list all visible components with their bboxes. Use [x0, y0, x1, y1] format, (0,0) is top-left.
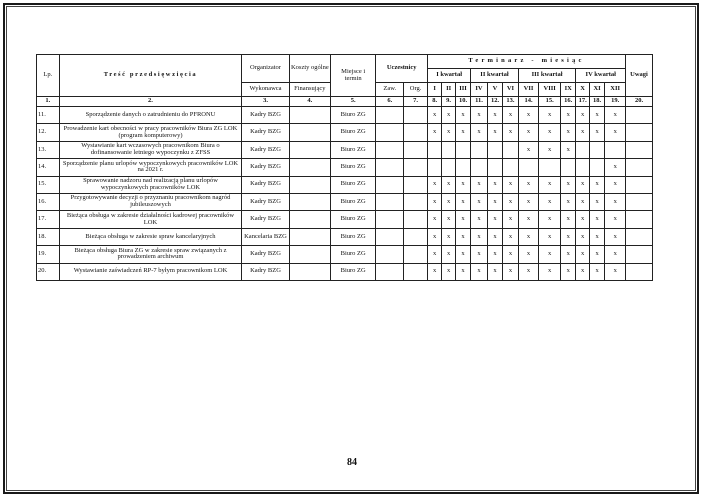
header-quarter-3: III kwartał: [518, 69, 576, 83]
column-number: 12.: [487, 97, 502, 107]
header-month: V: [487, 83, 502, 97]
row-finansujacy: [289, 193, 330, 210]
column-number: 7.: [404, 97, 428, 107]
month-mark: x: [539, 211, 561, 228]
month-mark: x: [539, 263, 561, 280]
row-org: [404, 159, 428, 176]
month-mark: [576, 159, 589, 176]
row-wykonawca: Kadry BZG: [242, 141, 289, 158]
month-mark: x: [471, 228, 488, 245]
header-zaw: Zaw.: [376, 83, 404, 97]
row-tresc: Wystawianie zaświadczeń RP-7 byłym pracownikom LOK: [59, 263, 242, 280]
column-number: 9.: [442, 97, 455, 107]
month-mark: [427, 159, 441, 176]
column-number: 6.: [376, 97, 404, 107]
table-row: [37, 211, 653, 228]
row-zaw: [376, 159, 404, 176]
header-quarter-1: I kwartał: [427, 69, 470, 83]
row-lp: 14.: [37, 159, 60, 176]
row-uwagi: [626, 263, 653, 280]
row-lp: 11.: [37, 107, 60, 124]
month-mark: x: [471, 107, 488, 124]
table-row: [37, 107, 653, 124]
header-month: X: [576, 83, 589, 97]
row-finansujacy: [289, 263, 330, 280]
column-number: 2.: [59, 97, 242, 107]
month-mark: x: [560, 176, 575, 193]
month-mark: x: [427, 176, 441, 193]
month-mark: x: [427, 124, 441, 141]
month-mark: [442, 159, 455, 176]
month-mark: x: [560, 246, 575, 263]
row-tresc: Bieżąca obsługa w zakresie działalności kadrowej pracowników LOK: [59, 211, 242, 228]
header-month: XII: [605, 83, 626, 97]
column-number: 11.: [471, 97, 488, 107]
month-mark: [487, 141, 502, 158]
column-number: 10.: [455, 97, 470, 107]
row-zaw: [376, 193, 404, 210]
month-mark: x: [503, 211, 518, 228]
month-mark: x: [471, 124, 488, 141]
table-row: [37, 159, 653, 176]
month-mark: x: [576, 124, 589, 141]
header-organizator: Organizator: [242, 55, 289, 83]
month-mark: x: [487, 228, 502, 245]
column-number: 3.: [242, 97, 289, 107]
row-miejsce: Biuro ZG: [330, 159, 375, 176]
month-mark: x: [605, 228, 626, 245]
month-mark: x: [576, 211, 589, 228]
month-mark: [503, 159, 518, 176]
row-finansujacy: [289, 107, 330, 124]
header-koszty: Koszty ogólne: [289, 55, 330, 83]
row-finansujacy: [289, 124, 330, 141]
table-row: [37, 124, 653, 141]
month-mark: [589, 141, 604, 158]
header-tresc: Treść przedsięwzięcia: [59, 55, 242, 97]
month-mark: x: [518, 246, 539, 263]
row-org: [404, 228, 428, 245]
row-uwagi: [626, 141, 653, 158]
table-row: [37, 141, 653, 158]
month-mark: x: [518, 211, 539, 228]
row-miejsce: Biuro ZG: [330, 107, 375, 124]
month-mark: x: [503, 176, 518, 193]
row-org: [404, 176, 428, 193]
row-finansujacy: [289, 246, 330, 263]
month-mark: x: [589, 124, 604, 141]
month-mark: x: [503, 228, 518, 245]
row-org: [404, 246, 428, 263]
month-mark: x: [605, 124, 626, 141]
header-terminarz: Terminarz - miesiąc: [427, 55, 625, 69]
row-tresc: Bieżąca obsługa w zakresie spraw kancelaryjnych: [59, 228, 242, 245]
row-zaw: [376, 211, 404, 228]
month-mark: x: [605, 107, 626, 124]
header-month: III: [455, 83, 470, 97]
month-mark: x: [589, 211, 604, 228]
month-mark: x: [503, 107, 518, 124]
column-number: 4.: [289, 97, 330, 107]
month-mark: x: [589, 176, 604, 193]
column-number: 1.: [37, 97, 60, 107]
header-month: VII: [518, 83, 539, 97]
month-mark: x: [487, 211, 502, 228]
month-mark: x: [455, 211, 470, 228]
row-lp: 19.: [37, 246, 60, 263]
header-month: VIII: [539, 83, 561, 97]
month-mark: x: [576, 176, 589, 193]
month-mark: x: [455, 228, 470, 245]
row-zaw: [376, 176, 404, 193]
month-mark: x: [560, 124, 575, 141]
row-miejsce: Biuro ZG: [330, 228, 375, 245]
month-mark: x: [576, 107, 589, 124]
month-mark: [560, 159, 575, 176]
month-mark: x: [518, 176, 539, 193]
row-tresc: Bieżąca obsługa Biura ZG w zakresie spraw związanych z prowadzeniem archiwum: [59, 246, 242, 263]
month-mark: x: [605, 176, 626, 193]
row-org: [404, 193, 428, 210]
row-wykonawca: Kadry BZG: [242, 246, 289, 263]
row-org: [404, 107, 428, 124]
month-mark: x: [503, 193, 518, 210]
row-lp: 18.: [37, 228, 60, 245]
header-month: VI: [503, 83, 518, 97]
month-mark: x: [427, 193, 441, 210]
row-wykonawca: Kadry BZG: [242, 193, 289, 210]
row-zaw: [376, 124, 404, 141]
month-mark: [455, 141, 470, 158]
row-wykonawca: Kadry BZG: [242, 107, 289, 124]
column-number: 19.: [605, 97, 626, 107]
month-mark: x: [442, 107, 455, 124]
header-month: XI: [589, 83, 604, 97]
month-mark: [471, 159, 488, 176]
header-month: IX: [560, 83, 575, 97]
month-mark: x: [487, 124, 502, 141]
row-org: [404, 141, 428, 158]
month-mark: x: [605, 211, 626, 228]
month-mark: [427, 141, 441, 158]
row-zaw: [376, 246, 404, 263]
month-mark: x: [518, 193, 539, 210]
month-mark: x: [503, 246, 518, 263]
column-number: 13.: [503, 97, 518, 107]
row-wykonawca: Kadry BZG: [242, 176, 289, 193]
row-zaw: [376, 228, 404, 245]
row-miejsce: Biuro ZG: [330, 211, 375, 228]
header-uczestnicy: Uczestnicy: [376, 55, 428, 83]
header-month: I: [427, 83, 441, 97]
column-number: 14.: [518, 97, 539, 107]
month-mark: x: [576, 193, 589, 210]
month-mark: x: [455, 263, 470, 280]
month-mark: x: [539, 124, 561, 141]
month-mark: [589, 159, 604, 176]
month-mark: [605, 141, 626, 158]
month-mark: x: [560, 193, 575, 210]
month-mark: x: [427, 246, 441, 263]
month-mark: x: [560, 263, 575, 280]
month-mark: x: [539, 107, 561, 124]
month-mark: x: [605, 246, 626, 263]
row-uwagi: [626, 107, 653, 124]
month-mark: x: [539, 246, 561, 263]
schedule-table: [36, 54, 653, 281]
row-wykonawca: Kadry BZG: [242, 263, 289, 280]
month-mark: x: [471, 263, 488, 280]
header-quarter-4: IV kwartał: [576, 69, 626, 83]
month-mark: [455, 159, 470, 176]
header-month: IV: [471, 83, 488, 97]
month-mark: x: [455, 124, 470, 141]
header-org: Org.: [404, 83, 428, 97]
month-mark: x: [442, 246, 455, 263]
month-mark: x: [605, 159, 626, 176]
column-number: 18.: [589, 97, 604, 107]
month-mark: x: [503, 263, 518, 280]
month-mark: x: [471, 211, 488, 228]
header-quarter-2: II kwartał: [471, 69, 518, 83]
header-uwagi: Uwagi: [626, 55, 653, 97]
month-mark: [518, 159, 539, 176]
row-lp: 15.: [37, 176, 60, 193]
month-mark: x: [576, 228, 589, 245]
month-mark: x: [442, 176, 455, 193]
month-mark: x: [427, 228, 441, 245]
month-mark: x: [589, 107, 604, 124]
table-row: [37, 176, 653, 193]
month-mark: [503, 141, 518, 158]
row-miejsce: Biuro ZG: [330, 193, 375, 210]
row-miejsce: Biuro ZG: [330, 176, 375, 193]
row-zaw: [376, 141, 404, 158]
month-mark: x: [455, 107, 470, 124]
month-mark: x: [560, 211, 575, 228]
header-month: II: [442, 83, 455, 97]
row-finansujacy: [289, 211, 330, 228]
month-mark: x: [560, 141, 575, 158]
month-mark: [471, 141, 488, 158]
month-mark: x: [518, 228, 539, 245]
month-mark: x: [518, 124, 539, 141]
month-mark: x: [487, 246, 502, 263]
month-mark: x: [589, 246, 604, 263]
month-mark: x: [487, 176, 502, 193]
month-mark: x: [539, 176, 561, 193]
row-tresc: Sporządzenie planu urlopów wypoczynkowych pracowników LOK na 2021 r.: [59, 159, 242, 176]
row-tresc: Prowadzenie kart obecności w pracy pracowników Biura ZG LOK (program komputerowy): [59, 124, 242, 141]
column-number: 15.: [539, 97, 561, 107]
month-mark: x: [539, 141, 561, 158]
row-lp: 16.: [37, 193, 60, 210]
month-mark: x: [442, 211, 455, 228]
row-org: [404, 124, 428, 141]
row-uwagi: [626, 124, 653, 141]
month-mark: x: [503, 124, 518, 141]
month-mark: [487, 159, 502, 176]
table-row: [37, 193, 653, 210]
page-number: 84: [347, 457, 357, 468]
column-number: 16.: [560, 97, 575, 107]
month-mark: x: [589, 228, 604, 245]
month-mark: x: [560, 107, 575, 124]
row-zaw: [376, 107, 404, 124]
month-mark: x: [442, 228, 455, 245]
row-miejsce: Biuro ZG: [330, 263, 375, 280]
header-finansujacy: Finansujący: [289, 83, 330, 97]
month-mark: x: [471, 193, 488, 210]
row-miejsce: Biuro ZG: [330, 141, 375, 158]
row-uwagi: [626, 228, 653, 245]
month-mark: [442, 141, 455, 158]
month-mark: x: [487, 193, 502, 210]
column-number: 20.: [626, 97, 653, 107]
month-mark: x: [427, 107, 441, 124]
month-mark: x: [539, 193, 561, 210]
row-miejsce: Biuro ZG: [330, 246, 375, 263]
month-mark: x: [576, 263, 589, 280]
month-mark: x: [455, 176, 470, 193]
month-mark: x: [518, 263, 539, 280]
row-tresc: Sprawowanie nadzoru nad realizacją planu urlopów wypoczynkowych pracowników LOK: [59, 176, 242, 193]
month-mark: x: [427, 263, 441, 280]
month-mark: x: [487, 263, 502, 280]
month-mark: x: [605, 193, 626, 210]
month-mark: x: [455, 193, 470, 210]
row-lp: 20.: [37, 263, 60, 280]
month-mark: x: [605, 263, 626, 280]
month-mark: x: [442, 193, 455, 210]
month-mark: x: [518, 141, 539, 158]
row-uwagi: [626, 176, 653, 193]
month-mark: x: [589, 193, 604, 210]
month-mark: x: [471, 176, 488, 193]
header-miejsce: Miejsce i termin: [330, 55, 375, 97]
header-wykonawca: Wykonawca: [242, 83, 289, 97]
row-miejsce: Biuro ZG: [330, 124, 375, 141]
month-mark: x: [539, 228, 561, 245]
row-zaw: [376, 263, 404, 280]
month-mark: x: [442, 263, 455, 280]
row-uwagi: [626, 246, 653, 263]
column-numbers-row: [37, 97, 653, 107]
row-finansujacy: [289, 159, 330, 176]
row-uwagi: [626, 211, 653, 228]
column-number: 5.: [330, 97, 375, 107]
month-mark: x: [518, 107, 539, 124]
month-mark: [576, 141, 589, 158]
month-mark: x: [487, 107, 502, 124]
row-finansujacy: [289, 141, 330, 158]
month-mark: x: [589, 263, 604, 280]
header-lp: Lp.: [37, 55, 60, 97]
row-lp: 13.: [37, 141, 60, 158]
month-mark: x: [471, 246, 488, 263]
row-org: [404, 211, 428, 228]
row-lp: 17.: [37, 211, 60, 228]
row-uwagi: [626, 193, 653, 210]
row-wykonawca: Kancelaria BZG: [242, 228, 289, 245]
row-tresc: Sporządzenie danych o zatrudnieniu do PFRONU: [59, 107, 242, 124]
month-mark: x: [442, 124, 455, 141]
row-wykonawca: Kadry BZG: [242, 159, 289, 176]
month-mark: x: [427, 211, 441, 228]
table-row: [37, 228, 653, 245]
column-number: 17.: [576, 97, 589, 107]
column-number: 8.: [427, 97, 441, 107]
row-org: [404, 263, 428, 280]
row-finansujacy: [289, 228, 330, 245]
row-lp: 12.: [37, 124, 60, 141]
row-tresc: Wystawianie kart wczasowych pracownikom Biura o dofinansowanie letniego wypoczynku z ZFSS: [59, 141, 242, 158]
month-mark: x: [455, 246, 470, 263]
row-finansujacy: [289, 176, 330, 193]
row-uwagi: [626, 159, 653, 176]
table-row: [37, 263, 653, 280]
row-tresc: Przygotowywanie decyzji o przyznaniu pracownikom nagród jubileuszowych: [59, 193, 242, 210]
row-wykonawca: Kadry BZG: [242, 211, 289, 228]
month-mark: x: [560, 228, 575, 245]
table-row: [37, 246, 653, 263]
month-mark: [539, 159, 561, 176]
row-wykonawca: Kadry BZG: [242, 124, 289, 141]
month-mark: x: [576, 246, 589, 263]
